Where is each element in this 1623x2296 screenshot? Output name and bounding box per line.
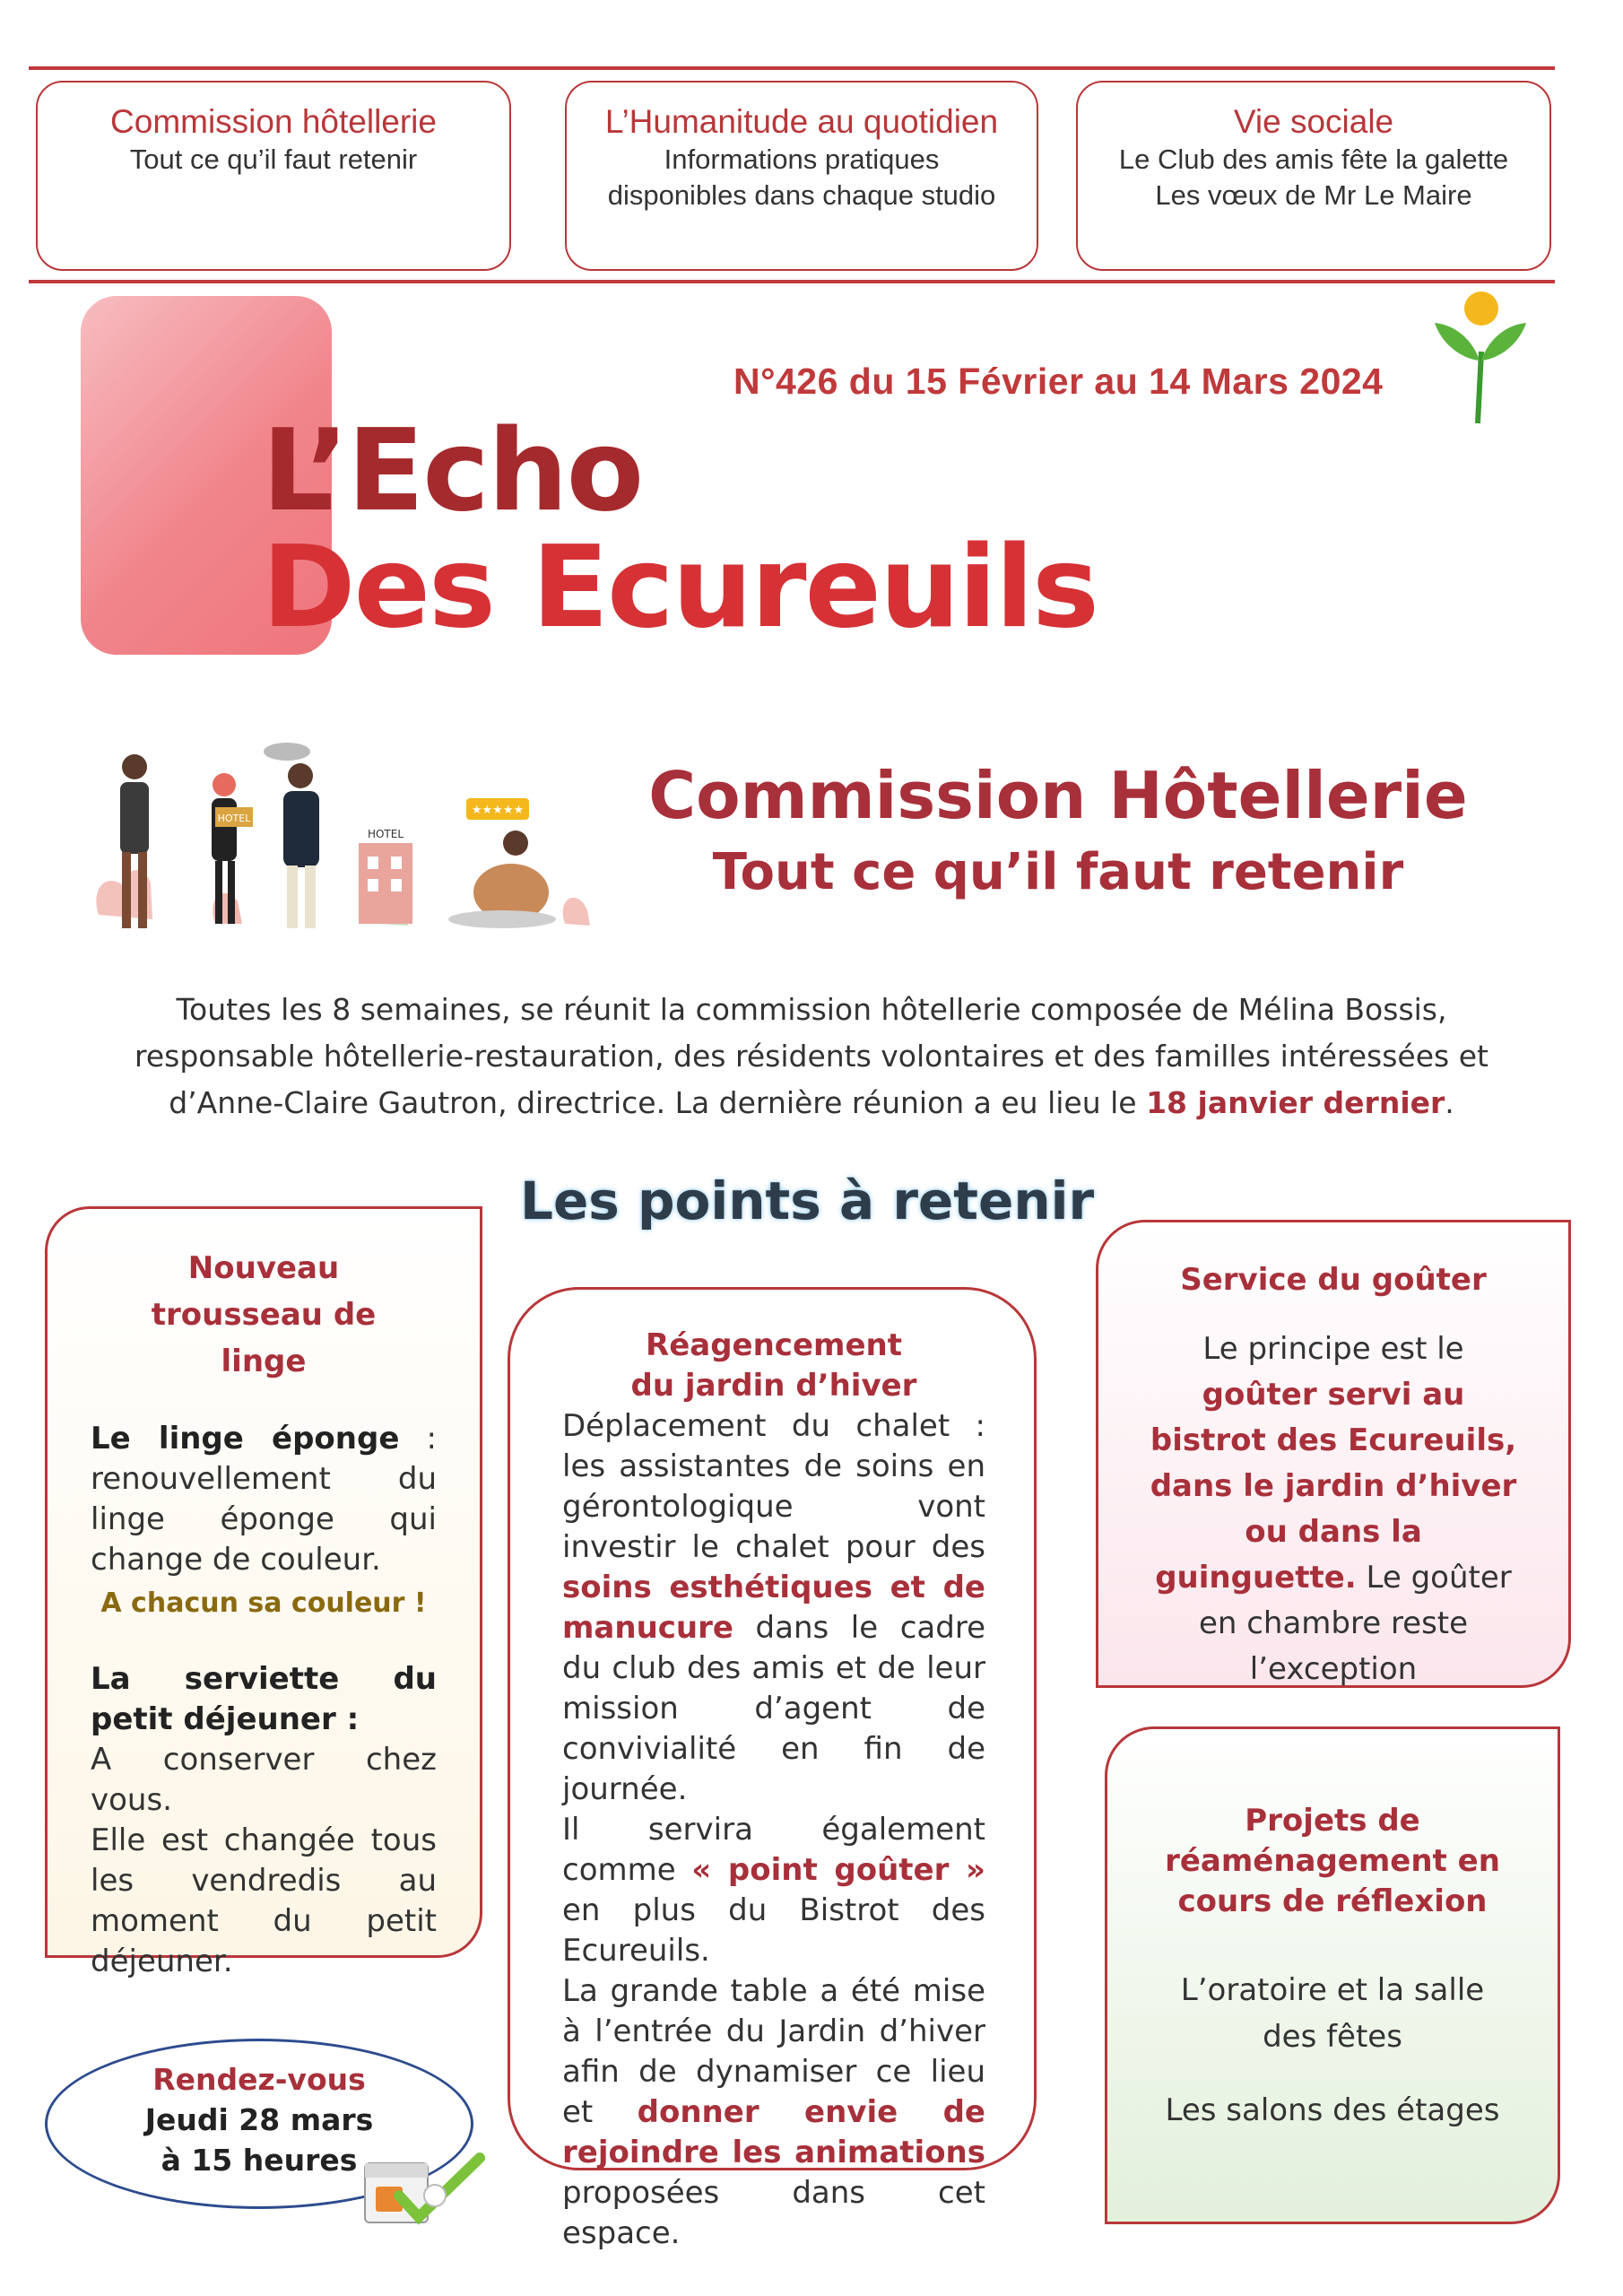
flower-logo-icon [1426,289,1533,432]
box-jardin-title1: Réagencement [646,1327,902,1363]
gouter-text-c: Le goûter en chambre reste l’exception [1198,1560,1512,1687]
hotel-sign-text: HOTEL [217,813,251,824]
rating-stars-text: ★★★★★ [471,804,525,817]
gouter-highlight: goûter servi au bistrot des Ecureuils, dans le jardin d’hiver ou dans la guinguette. [1150,1377,1517,1596]
box-jardin-hiver [508,1287,1037,2251]
box-jardin-title2: du jardin d’hiver [630,1368,917,1404]
issue-number: N°426 du 15 Février au 14 Mars 2024 [733,361,1384,402]
toc-title: Commission hôtellerie [110,103,437,140]
meeting-date: 18 janvier dernier [1146,1085,1445,1120]
linge-motto: A chacun sa couleur ! [100,1587,427,1619]
jardin-p1-text: Déplacement du chalet : les assistantes de soins en gérontologique vont investir le chalet pour des [562,1408,985,1565]
linge-eponge-text [91,1419,437,1580]
toc-subtitle: Informations pratiques [664,144,940,175]
box-projets [1105,1726,1560,2224]
jardin-p3-text: La grande table a été mise à l’entrée du Jardin d’hiver afin de dynamiser ce lieu et [562,1973,985,2130]
toc-title: Vie sociale [1233,103,1394,140]
toc-box-humanitude[interactable] [565,81,1038,271]
top-rule [29,66,1555,70]
intro-text: Toutes les 8 semaines, se réunit la commission hôtellerie composée de Mélina Bossis, responsable hôtellerie-restauration, des résidents volontaires et des familles intéressées et d’Anne-Claire Gautron, directrice. La dernière réunion a eu lieu le [135,992,1488,1120]
toc-box-vie-sociale[interactable] [1076,81,1551,271]
hotel-staff-illustration [81,735,601,951]
intro-paragraph [108,987,1515,1126]
serviette-label: La serviette du petit déjeuner : [91,1661,437,1737]
masthead-line2: Des Ecureuils [262,521,1098,653]
jardin-paragraph1 [562,1406,985,1810]
serviette-text2: Elle est changée tous les vendredis au moment du petit déjeuner. [91,1822,437,1979]
jardin-point-gouter: « point goûter » [691,1852,985,1888]
points-title: Les points à retenir [520,1170,1095,1231]
box-linge [45,1206,482,1979]
rdv-date: Jeudi 28 mars [144,2102,374,2137]
serviette-text1: A conserver chez vous. [91,1742,437,1818]
linge-eponge-desc: : renouvellement du linge éponge qui change de couleur. [91,1421,438,1578]
jardin-p2-text: Il servira également comme [562,1812,985,1888]
section-title: Commission Hôtellerie [648,758,1468,833]
toc-subtitle: Les vœux de Mr Le Maire [1155,179,1472,211]
linge-eponge-label: Le linge éponge [91,1421,400,1457]
gouter-text [1141,1326,1525,1692]
rdv-title: Rendez-vous [152,2062,366,2097]
gouter-text-a: Le principe est le [1202,1331,1464,1367]
box-linge-title: Nouveau trousseau de linge [151,1250,377,1379]
jardin-p3-end: proposées dans cet espace. [562,2175,985,2251]
jardin-animations: donner envie de rejoindre les animations [562,2094,985,2170]
section-subtitle: Tout ce qu’il faut retenir [712,843,1404,901]
masthead-line1: L’Echo [262,404,643,536]
toc-subtitle: Le Club des amis fête la galette [1118,144,1509,175]
header-rule [29,280,1555,283]
rdv-time: à 15 heures [161,2143,358,2178]
box-projets-title: Projets de réaménagement en cours de réflexion [1165,1803,1500,1919]
toc-box-hotellerie[interactable] [36,81,511,271]
calendar-check-icon [363,2151,489,2231]
jardin-paragraph3 [562,1971,985,2254]
toc-subtitle: Tout ce qu’il faut retenir [129,144,418,175]
intro-end: . [1445,1085,1454,1120]
toc-title: L’Humanitude au quotidien [604,103,999,140]
hotel-building-text: HOTEL [367,828,404,840]
jardin-soins: soins esthétiques et de manucure [562,1570,985,1646]
jardin-p2-end: en plus du Bistrot des Ecureuils. [562,1892,985,1969]
box-gouter-title: Service du goûter [1180,1262,1487,1298]
projets-item2: Les salons des étages [1165,2092,1500,2128]
box-gouter [1096,1220,1571,1688]
toc-subtitle: disponibles dans chaque studio [607,179,996,211]
jardin-p1-end: dans le cadre du club des amis et de leur mission d’agent de convivialité en fin de journée. [562,1610,985,1807]
projets-item1: L’oratoire et la salle des fêtes [1180,1972,1485,2055]
jardin-paragraph2 [562,1810,985,1971]
